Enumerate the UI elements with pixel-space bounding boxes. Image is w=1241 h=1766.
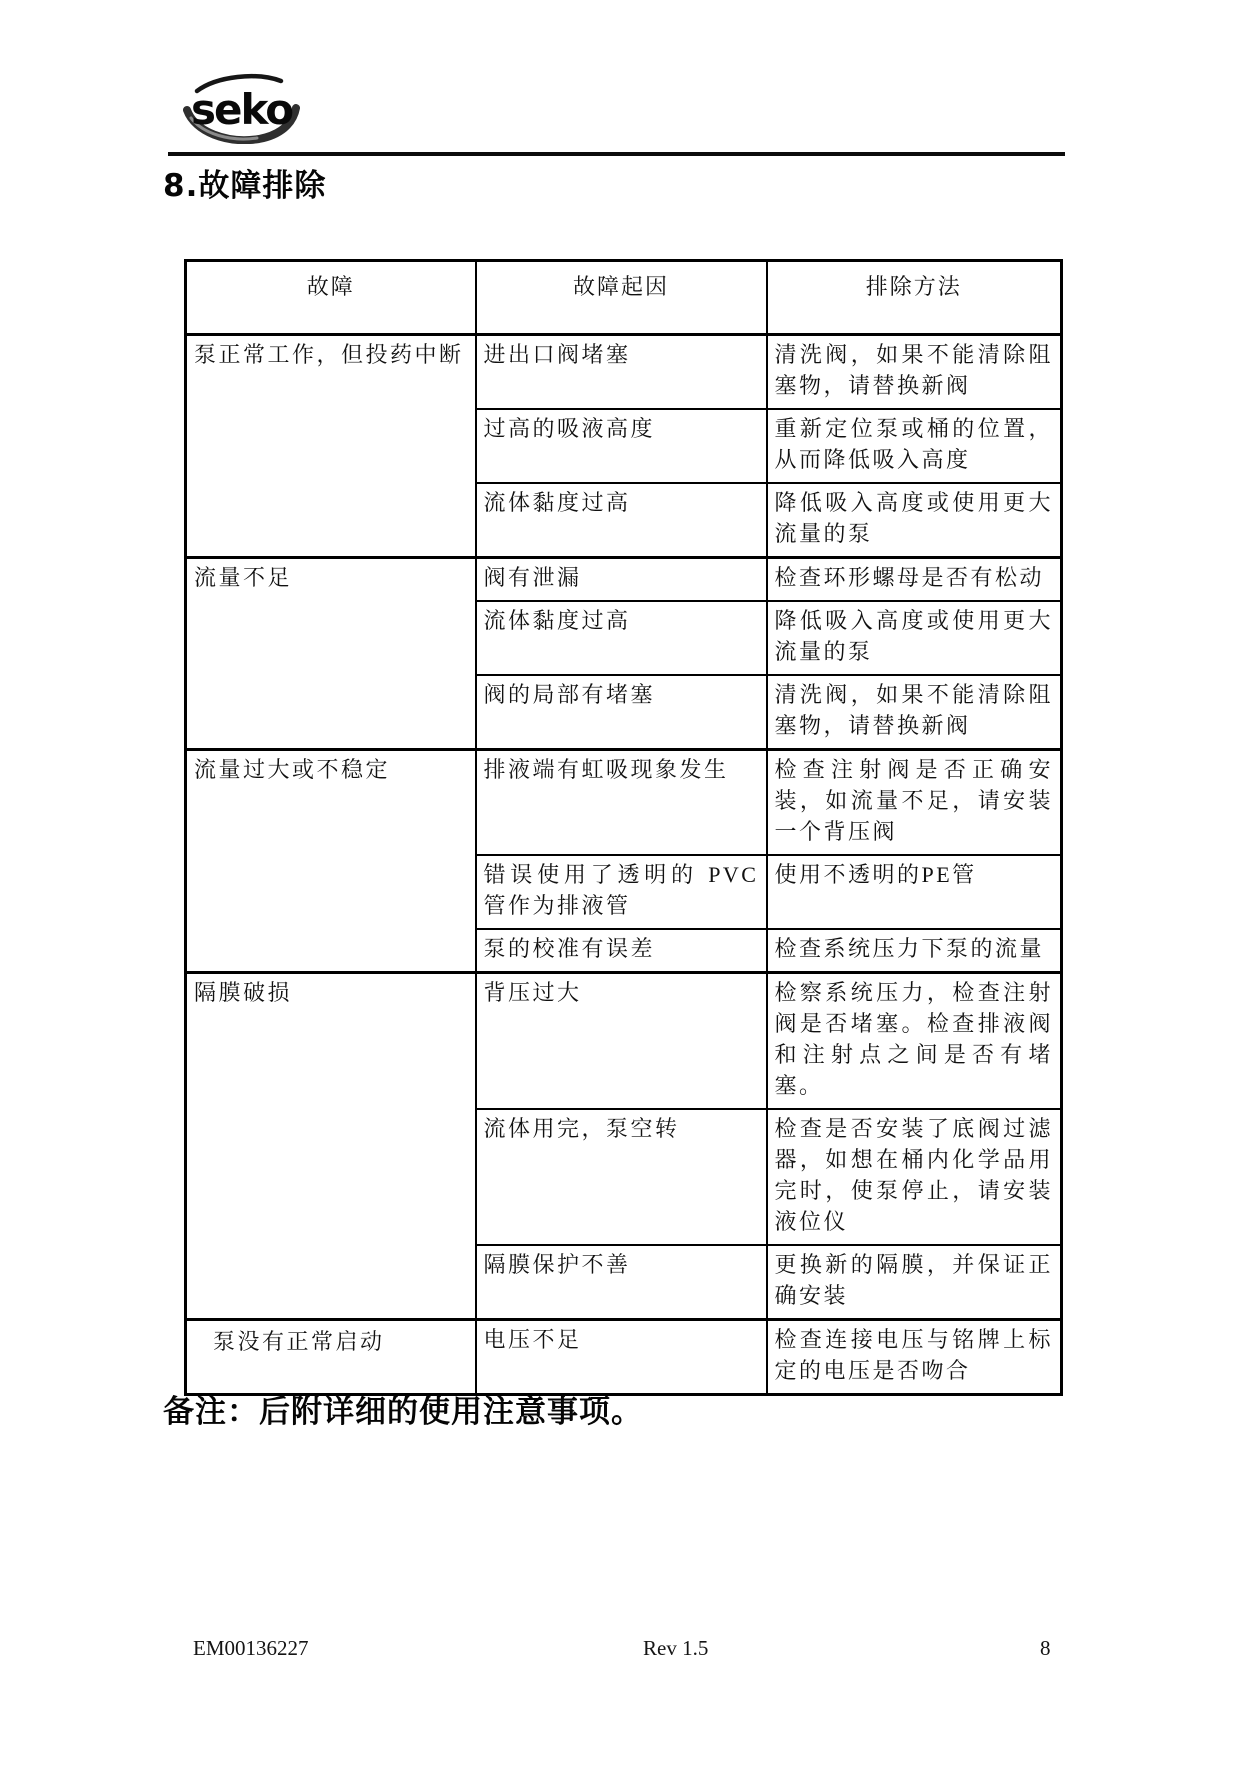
cause-cell: 错误使用了透明的 PVC 管作为排液管	[476, 855, 767, 929]
cause-cell: 流体黏度过高	[476, 483, 767, 558]
remedy-cell: 检查是否安装了底阀过滤器，如想在桶内化学品用完时，使泵停止，请安装液位仪	[767, 1109, 1062, 1245]
cause-cell: 阀的局部有堵塞	[476, 675, 767, 750]
cause-cell: 电压不足	[476, 1320, 767, 1395]
cause-cell: 流体用完，泵空转	[476, 1109, 767, 1245]
remedy-cell: 检查系统压力下泵的流量	[767, 929, 1062, 973]
fault-cell: 隔膜破损	[186, 973, 476, 1320]
remedy-cell: 清洗阀，如果不能清除阻塞物，请替换新阀	[767, 335, 1062, 410]
table-row	[186, 1320, 1062, 1395]
table-header-row	[186, 261, 1062, 335]
remedy-cell: 降低吸入高度或使用更大流量的泵	[767, 601, 1062, 675]
table-row	[186, 973, 1062, 1110]
fault-cell: 流量过大或不稳定	[186, 750, 476, 973]
note-line: 备注：后附详细的使用注意事项。	[163, 1394, 643, 1430]
seko-logo	[183, 72, 305, 144]
remedy-cell: 降低吸入高度或使用更大流量的泵	[767, 483, 1062, 558]
logo-text: seko	[191, 85, 293, 134]
troubleshooting-table-container	[184, 259, 1060, 1396]
footer-doc-number: EM00136227	[193, 1636, 309, 1660]
cause-cell: 泵的校准有误差	[476, 929, 767, 973]
table-row	[186, 335, 1062, 410]
header-remedy: 排除方法	[767, 261, 1062, 335]
cause-cell: 排液端有虹吸现象发生	[476, 750, 767, 856]
footer-revision: Rev 1.5	[643, 1636, 709, 1660]
cause-cell: 隔膜保护不善	[476, 1245, 767, 1320]
remedy-cell: 使用不透明的PE管	[767, 855, 1062, 929]
cause-cell: 进出口阀堵塞	[476, 335, 767, 410]
troubleshooting-table	[184, 259, 1063, 1396]
header-rule	[168, 152, 1065, 156]
remedy-cell: 检查注射阀是否正确安装，如流量不足，请安装一个背压阀	[767, 750, 1062, 856]
remedy-cell: 检查环形螺母是否有松动	[767, 558, 1062, 602]
fault-cell: 泵正常工作，但投药中断	[186, 335, 476, 558]
cause-cell: 阀有泄漏	[476, 558, 767, 602]
remedy-cell: 清洗阀，如果不能清除阻塞物，请替换新阀	[767, 675, 1062, 750]
remedy-cell: 检查连接电压与铭牌上标定的电压是否吻合	[767, 1320, 1062, 1395]
header-fault: 故障	[186, 261, 476, 335]
fault-cell: 泵没有正常启动	[186, 1320, 476, 1395]
cause-cell: 过高的吸液高度	[476, 409, 767, 483]
section-title: 8.故障排除	[163, 168, 327, 204]
table-row	[186, 558, 1062, 602]
fault-cell: 流量不足	[186, 558, 476, 750]
footer-page-number: 8	[1040, 1636, 1051, 1660]
cause-cell: 背压过大	[476, 973, 767, 1110]
cause-cell: 流体黏度过高	[476, 601, 767, 675]
table-row	[186, 750, 1062, 856]
remedy-cell: 更换新的隔膜，并保证正确安装	[767, 1245, 1062, 1320]
remedy-cell: 重新定位泵或桶的位置，从而降低吸入高度	[767, 409, 1062, 483]
remedy-cell: 检察系统压力，检查注射阀是否堵塞。检查排液阀和注射点之间是否有堵塞。	[767, 973, 1062, 1110]
header-cause: 故障起因	[476, 261, 767, 335]
